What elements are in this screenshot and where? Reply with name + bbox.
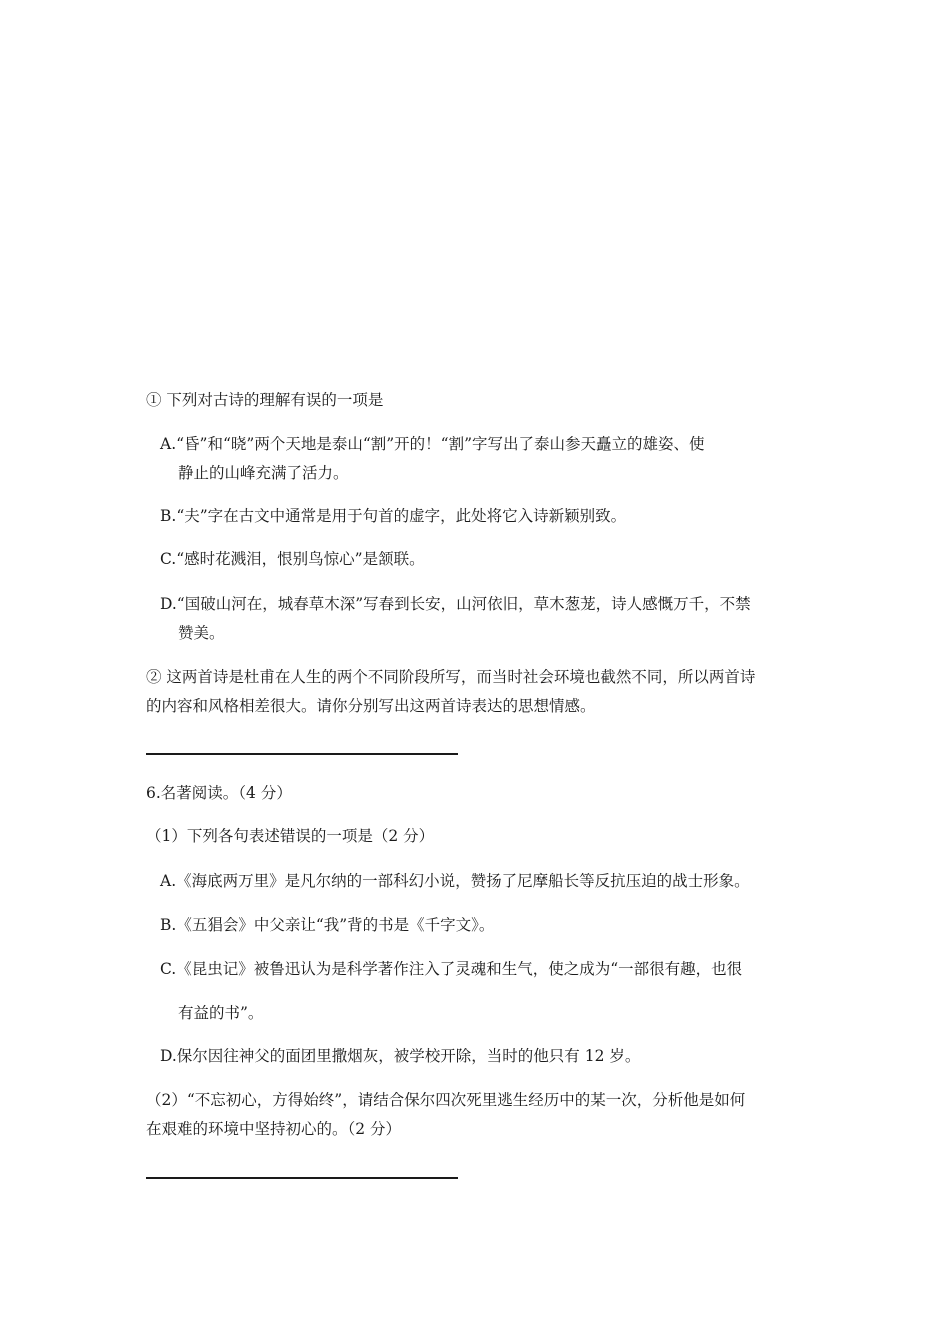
- q6-option-b: B.《五猖会》中父亲让“我”背的书是《千字文》。: [160, 916, 495, 934]
- q5-option-c: C.“感时花溅泪，恨别鸟惊心”是颔联。: [160, 550, 425, 568]
- q6-part2-line1: （2）“不忘初心，方得始终”，请结合保尔四次死里逃生经历中的某一次，分析他是如何: [146, 1091, 746, 1109]
- q6-option-c-line2: 有益的书”。: [178, 1004, 264, 1022]
- q5-part1-stem: ① 下列对古诗的理解有误的一项是: [146, 391, 384, 409]
- q6-part1-stem: （1）下列各句表述错误的一项是（2 分）: [146, 827, 435, 845]
- q5-option-d-line1: D.“国破山河在，城春草木深”写春到长安，山河依旧，草木葱茏，诗人感慨万千，不禁: [160, 595, 751, 613]
- answer-line[interactable]: [146, 1177, 458, 1179]
- q5-option-a-line1: A.“昏”和“晓”两个天地是泰山“割”开的！“割”字写出了泰山参天矗立的雄姿、使: [160, 435, 705, 453]
- q5-option-a-line2: 静止的山峰充满了活力。: [178, 464, 349, 482]
- q6-option-d: D.保尔因往神父的面团里撒烟灰，被学校开除，当时的他只有 12 岁。: [160, 1047, 641, 1065]
- q6-part2-line2: 在艰难的环境中坚持初心的。（2 分）: [146, 1120, 402, 1138]
- answer-line[interactable]: [146, 753, 458, 755]
- q5-option-b: B.“夫”字在古文中通常是用于句首的虚字，此处将它入诗新颖别致。: [160, 507, 627, 525]
- q6-title: 6.名著阅读。（4 分）: [146, 784, 292, 802]
- q6-option-a: A.《海底两万里》是凡尔纳的一部科幻小说，赞扬了尼摩船长等反抗压迫的战士形象。: [160, 872, 750, 890]
- q5-part2-line2: 的内容和风格相差很大。请你分别写出这两首诗表达的思想情感。: [146, 697, 596, 715]
- q5-part2-line1: ② 这两首诗是杜甫在人生的两个不同阶段所写，而当时社会环境也截然不同，所以两首诗: [146, 668, 756, 686]
- q6-option-c-line1: C.《昆虫记》被鲁迅认为是科学著作注入了灵魂和生气，使之成为“一部很有趣，也很: [160, 960, 743, 978]
- q5-option-d-line2: 赞美。: [178, 624, 225, 642]
